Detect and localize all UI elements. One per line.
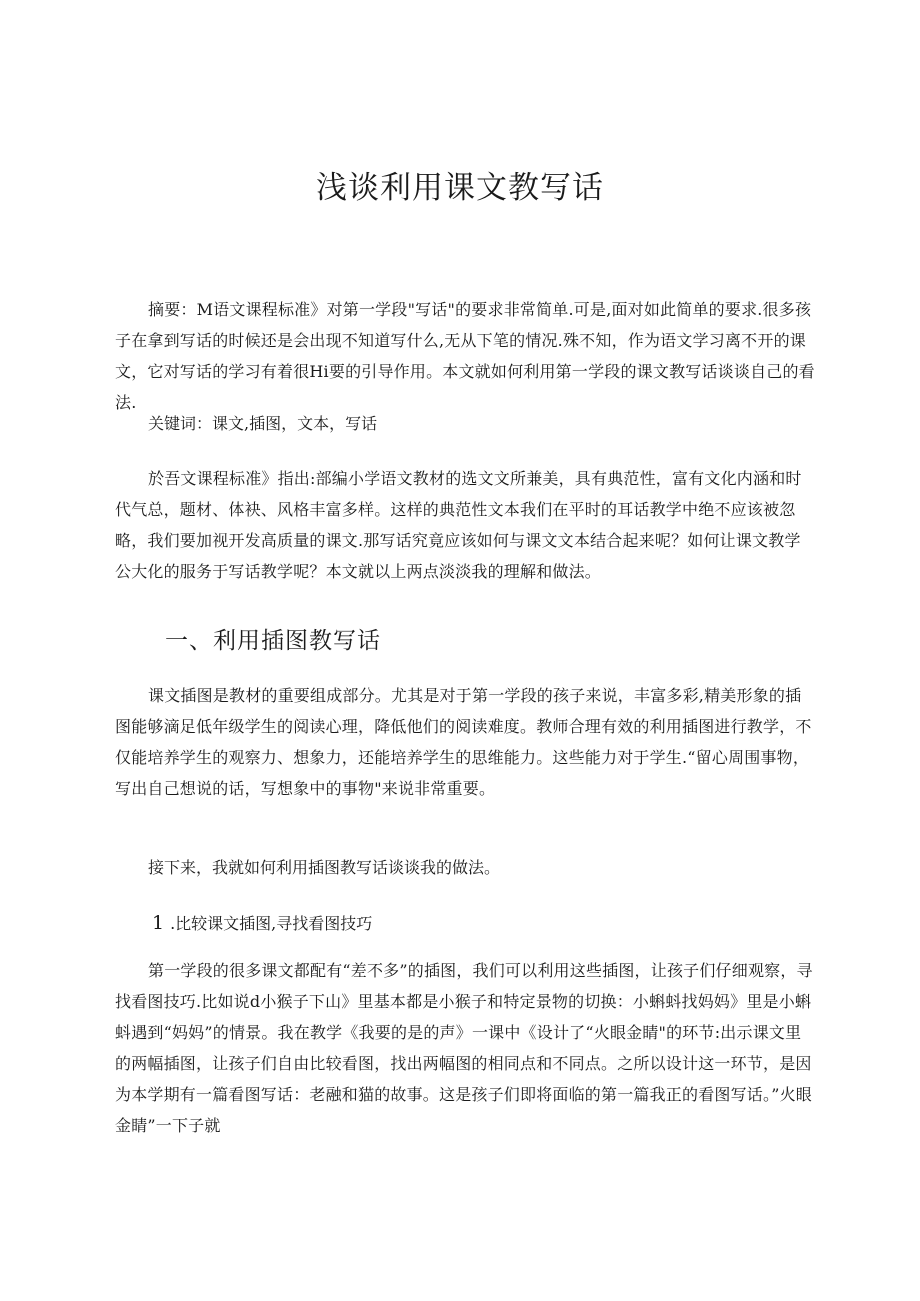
subsection-title: .比较课文插图,寻找看图技巧 bbox=[170, 914, 373, 933]
section-paragraph: 课文插图是教材的重要组成部分。尤其是对于第一学段的孩子来说，丰富多彩,精美形象的插图能够滴足低年级学生的阅读心理，降低他们的阅读难度。教师合理有效的利用插图进行教学，不仅能培养学生的观察力、想象力，还能培养学生的思维能力。这些能力对于学生.“留心周围事物，写出自己想说的话，写想象中的事物"来说非常重要。 bbox=[115, 686, 812, 798]
document-title: 浅谈利用课文教写话 bbox=[316, 170, 604, 206]
subsection-paragraph: 第一学段的很多课文都配有“差不多”的插图，我们可以利用这些插图，让孩子们仔细观察，寻找看图技巧.比如说d小猴子下山》里基本都是小猴子和特定景物的切换：小蝌蚪找妈妈》里是小蝌蚪遇到“妈妈”的情景。我在教学《我要的是的声》一课中《设计了“火眼金睛"的环节:出示课文里的两幅插图，让孩子们自由比较看图，找出两幅图的相同点和不同点。之所以设计这一环节，是因为本学期有一篇看图写话：老融和猫的故事。这是孩子们即将面临的第一篇我正的看图写话。”火眼金睛”一下子就 bbox=[115, 961, 813, 1135]
intro-paragraph: 於吾文课程标准》指出:部编小学语文教材的选文文所兼美，具有典范性，富有文化内涵和时代气总，题材、体袂、风格丰富多样。这样的典范性文本我们在平时的耳话教学中绝不应该被忽略，我们要加视开发高质量的课文.那写话究竟应该如何与课文文本结合起来呢？如何让课文教学公大化的服务于写话教学呢？本文就以上两点淡淡我的理解和做法。 bbox=[115, 469, 802, 581]
subsection-heading bbox=[152, 908, 372, 939]
keywords-line: 关键词：课文,插图，文本，写话 bbox=[148, 414, 378, 433]
section-heading: 一、利用插图教写话 bbox=[165, 628, 381, 654]
subsection-number: 1 bbox=[152, 912, 165, 934]
abstract-paragraph: 摘要：M语文课程标准》对第一学段"写话"的要求非常简单.可是,面对如此简单的要求.很多孩子在拿到写话的时候还是会出现不知道写什么,无从下笔的情况.殊不知，作为语文学习离不开的课文，它对写话的学习有着很Hi要的引导作用。本文就如何利用第一学段的课文教写话谈谈自己的看法. bbox=[115, 300, 815, 412]
section-paragraph: 接下来，我就如何利用插图教写话谈谈我的做法。 bbox=[148, 858, 501, 877]
